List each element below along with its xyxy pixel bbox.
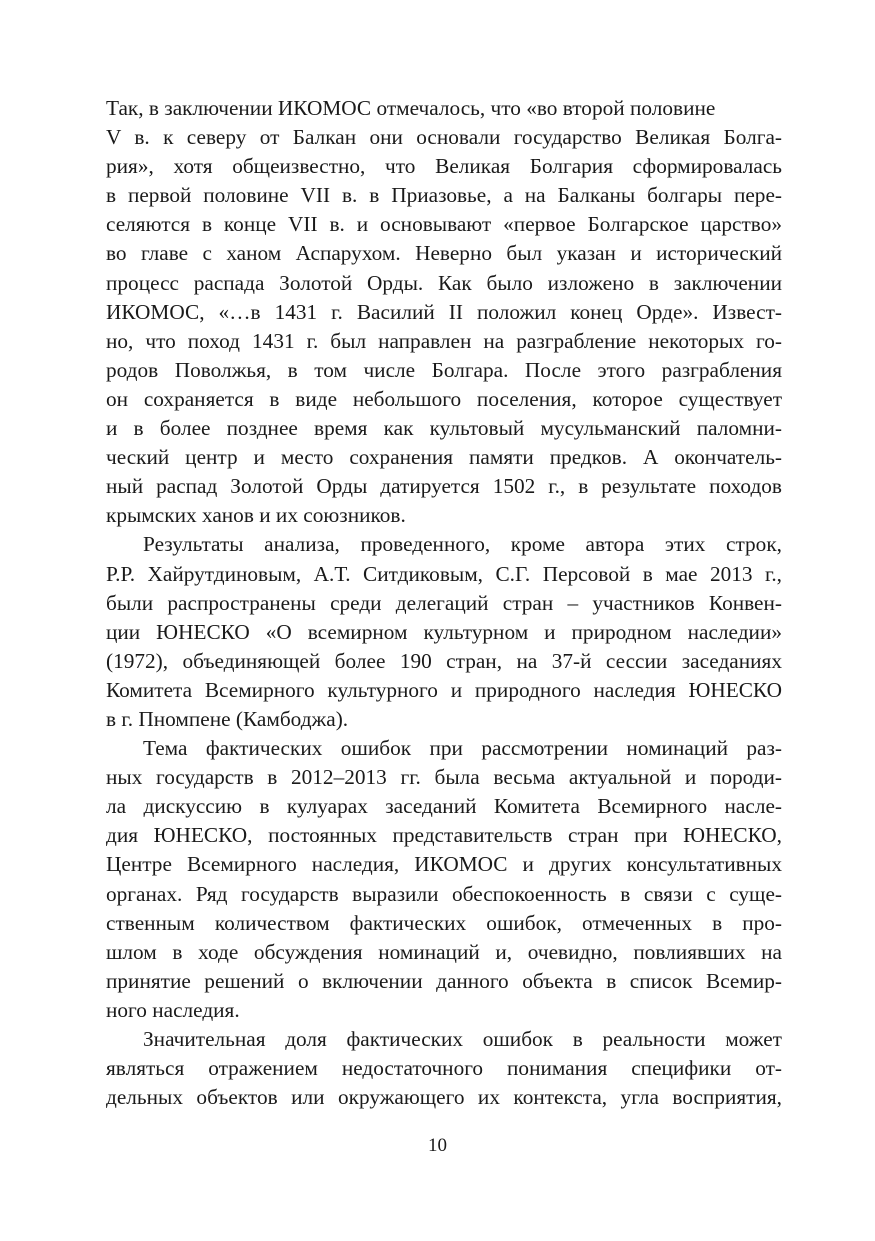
paragraph-4: [106, 1025, 782, 1112]
text-line: во главе с ханом Аспарухом. Неверно был указан и исторический: [106, 241, 782, 266]
text-line: являться отражением недостаточного понимания специфики от-: [106, 1056, 782, 1081]
text-line: в первой половине VII в. в Приазовье, а на Балканы болгары пере-: [106, 183, 782, 208]
text-line: Результаты анализа, проведенного, кроме автора этих строк,: [143, 532, 782, 557]
text-line: ИКОМОС, «…в 1431 г. Василий II положил конец Орде». Извест-: [106, 299, 782, 324]
text-line: ственным количеством фактических ошибок, отмеченных в про-: [106, 910, 782, 935]
text-line: ческий центр и место сохранения памяти предков. А окончатель-: [106, 445, 782, 470]
text-line: ции ЮНЕСКО «О всемирном культурном и природном наследии»: [106, 619, 782, 644]
paragraph-3: [106, 734, 782, 1025]
text-line: крымских ханов и их союзников.: [106, 503, 406, 528]
text-line: V в. к северу от Балкан они основали государство Великая Болга-: [106, 125, 782, 150]
text-line: рия», хотя общеизвестно, что Великая Болгария сформировалась: [106, 154, 782, 179]
text-line: Так, в заключении ИКОМОС отмечалось, что «во второй половине: [106, 96, 716, 120]
text-line: но, что поход 1431 г. был направлен на разграбление некоторых го-: [106, 328, 782, 353]
text-line: принятие решений о включении данного объекта в список Всемир-: [106, 968, 782, 993]
text-line: в г. Пномпене (Камбоджа).: [106, 706, 349, 731]
text-line: ных государств в 2012–2013 гг. была весьма актуальной и породи-: [106, 765, 782, 790]
text-line: ла дискуссию в кулуарах заседаний Комитета Всемирного насле-: [106, 794, 782, 819]
text-line: (1972), объединяющей более 190 стран, на 37-й сессии заседаниях: [106, 648, 782, 673]
text-line: дия ЮНЕСКО, постоянных представительств стран при ЮНЕСКО,: [106, 823, 782, 848]
page-body: [106, 94, 782, 1112]
text-line: селяются в конце VII в. и основывают «первое Болгарское царство»: [106, 212, 782, 237]
text-line: дельных объектов или окружающего их контекста, угла восприятия,: [106, 1085, 782, 1110]
text-line: Тема фактических ошибок при рассмотрении номинаций раз-: [143, 736, 782, 761]
text-line: Комитета Всемирного культурного и природного наследия ЮНЕСКО: [106, 677, 782, 702]
text-line: ный распад Золотой Орды датируется 1502 г., в результате походов: [106, 474, 782, 499]
text-line: он сохраняется в виде небольшого поселения, которое существует: [106, 386, 782, 411]
paragraph-1: [106, 94, 782, 530]
text-line: и в более позднее время как культовый мусульманский паломни-: [106, 416, 782, 441]
text-line: процесс распада Золотой Орды. Как было изложено в заключении: [106, 270, 782, 295]
text-line: родов Поволжья, в том числе Болгара. После этого разграбления: [106, 357, 782, 382]
page-number: 10: [428, 1135, 447, 1156]
paragraph-2: [106, 530, 782, 734]
text-line: органах. Ряд государств выразили обеспокоенность в связи с суще-: [106, 881, 782, 906]
text-line: шлом в ходе обсуждения номинаций и, очевидно, повлиявших на: [106, 939, 782, 964]
text-line: Центре Всемирного наследия, ИКОМОС и других консультативных: [106, 852, 782, 877]
text-line: Значительная доля фактических ошибок в реальности может: [143, 1027, 782, 1051]
text-line: были распространены среди делегаций стран – участников Конвен-: [106, 590, 782, 615]
text-line: ного наследия.: [106, 997, 240, 1022]
text-line: Р.Р. Хайрутдиновым, А.Т. Ситдиковым, С.Г. Персовой в мае 2013 г.,: [106, 561, 782, 586]
